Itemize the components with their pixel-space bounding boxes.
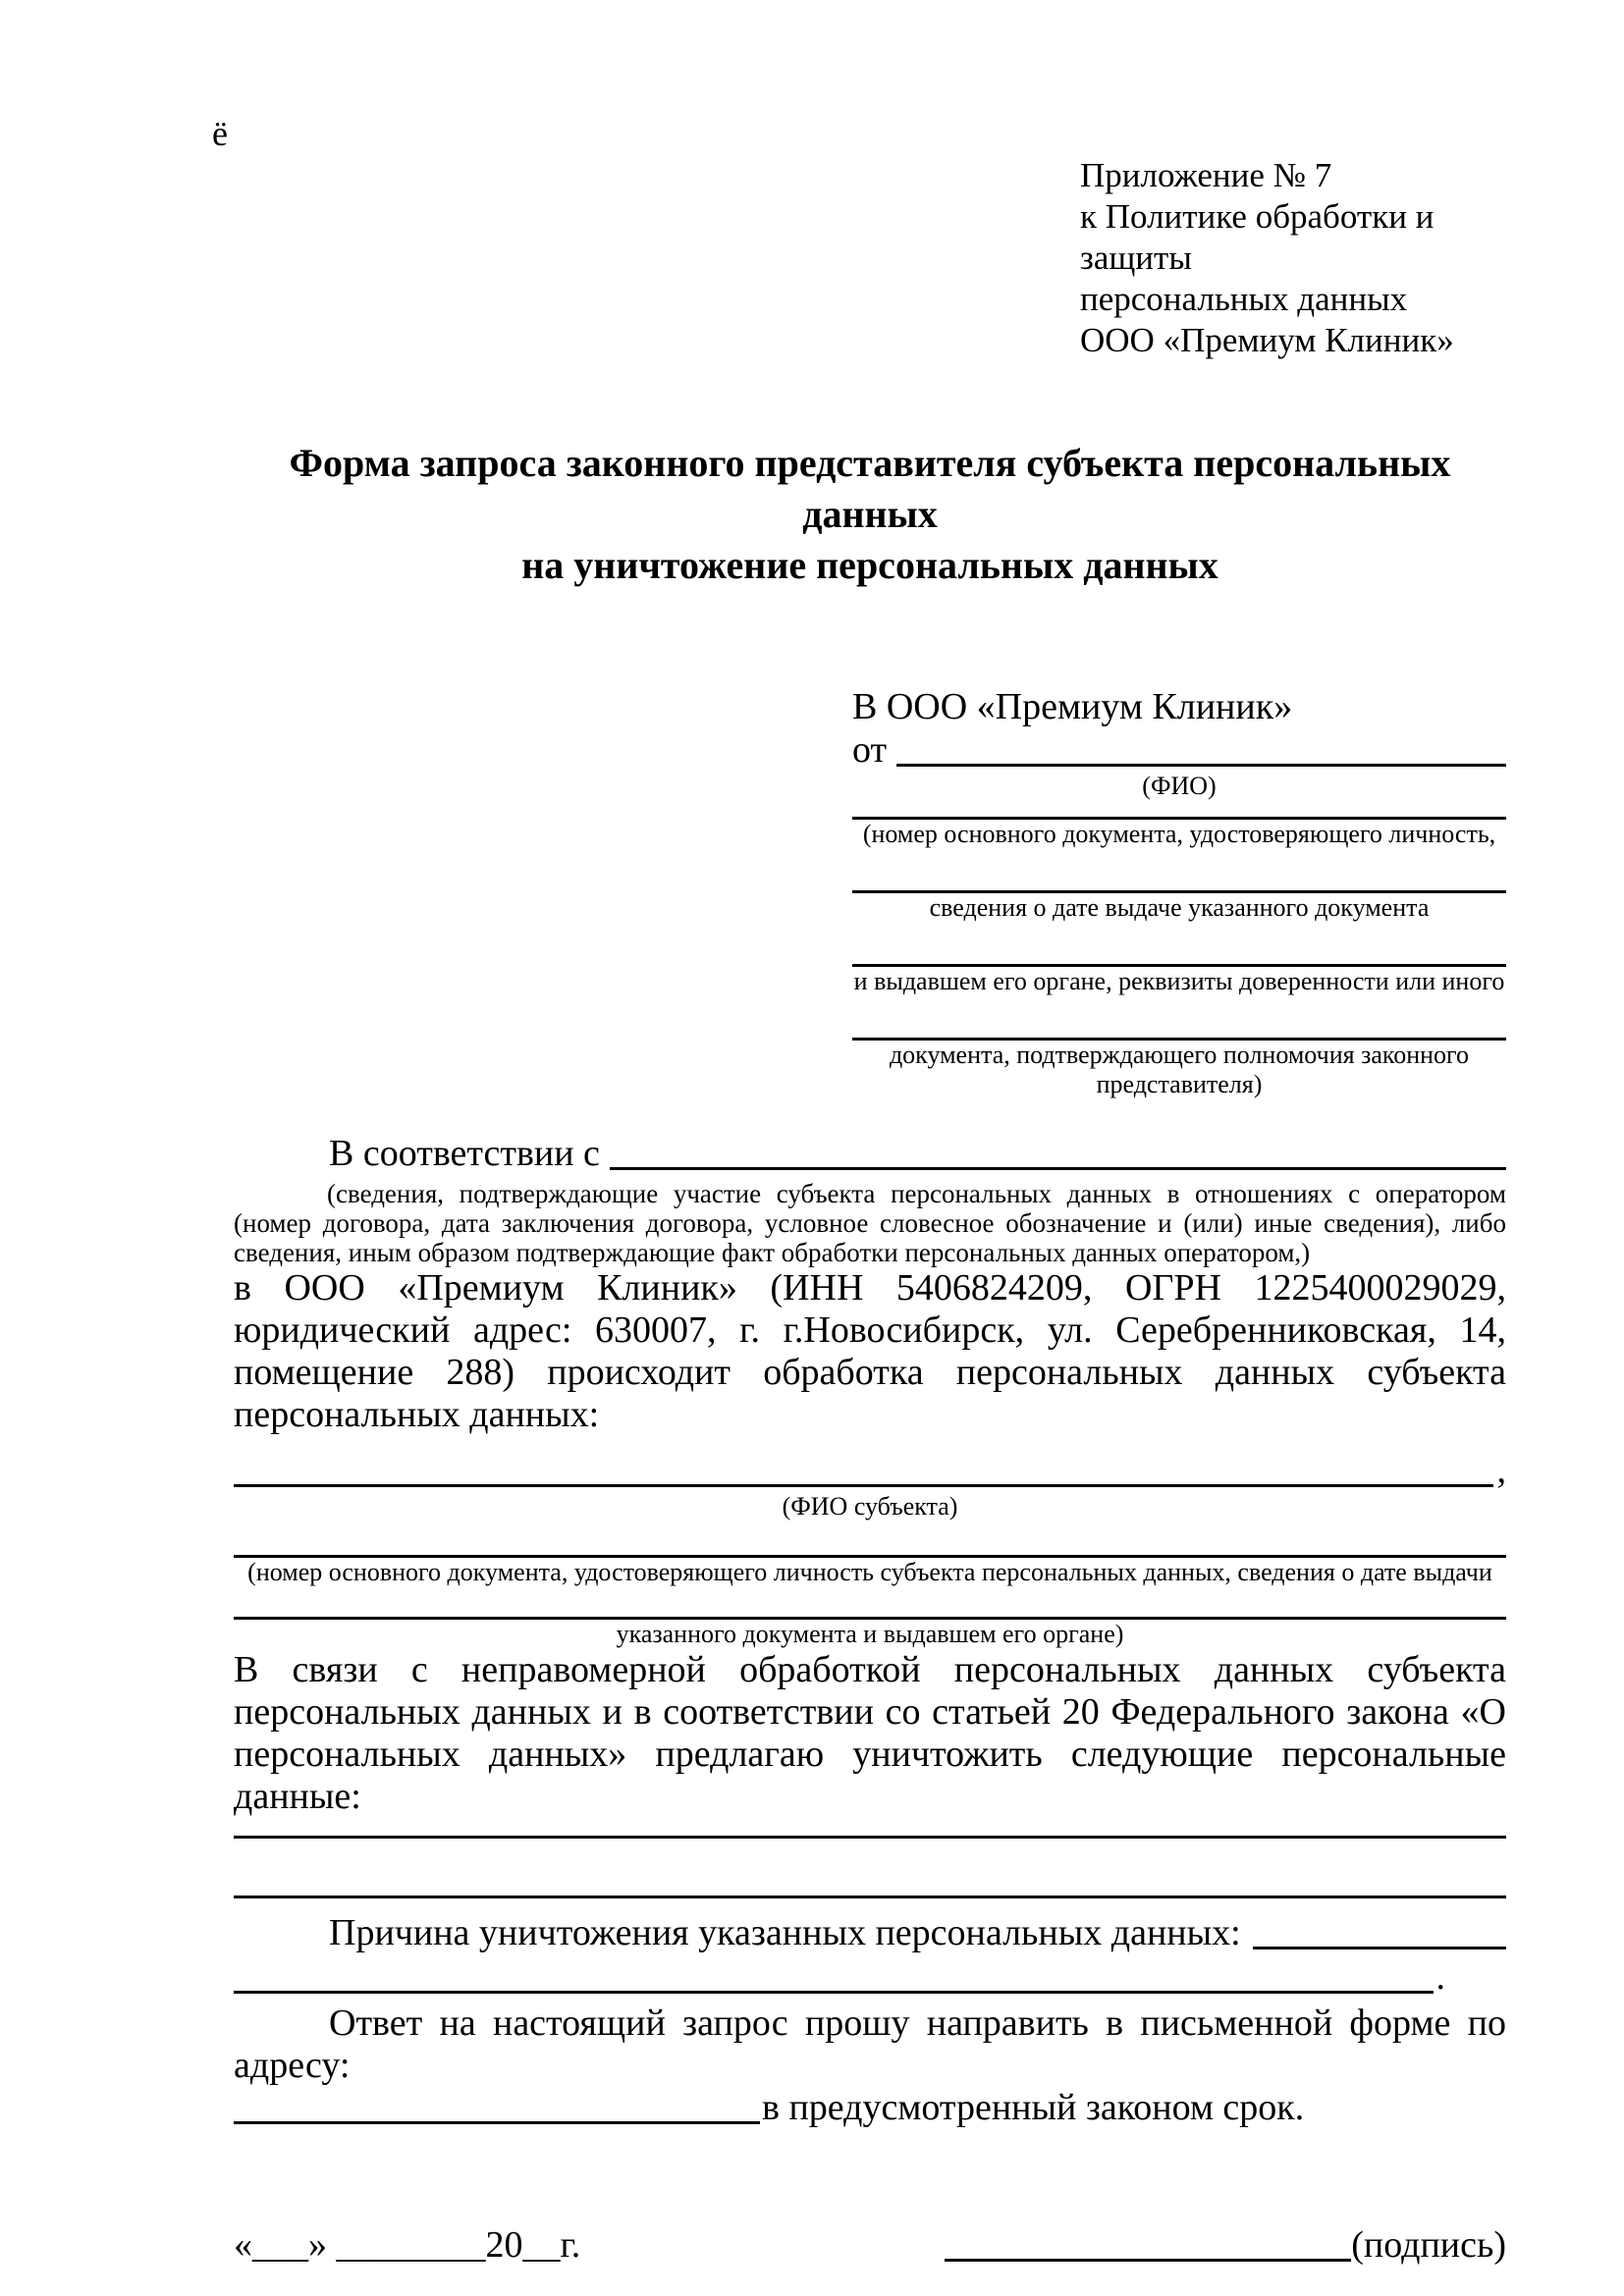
operator-paragraph: в ООО «Премиум Клиник» (ИНН 5406824209, ОГРН 1225400029029, юридический адрес: 630007, г. г.Новосибирск, ул. Серебренниковская, 14, помещение 288) происходит обработка персональных данных субъекта персональных данных: bbox=[234, 1267, 1506, 1435]
signature-blank-line bbox=[945, 2259, 1351, 2262]
fio-blank-line bbox=[896, 764, 1506, 767]
addressee-from-row bbox=[852, 728, 1506, 772]
document-title-line: Форма запроса законного представителя субъекта персональных данных bbox=[289, 441, 1451, 536]
appendix-header-line: к Политике обработки и защиты bbox=[1080, 197, 1435, 277]
accordance-footnote: (сведения, подтверждающие участие субъекта персональных данных в отношениях с оператором (номер договора, дата заключения договора, условное словесное обозначение и (или) иные сведения), либо сведения, иным образом подтверждающие факт обработки персональных данных оператором,) bbox=[234, 1179, 1506, 1267]
appendix-header bbox=[1080, 0, 1506, 361]
accordance-label: В соответствии с bbox=[329, 1133, 600, 1174]
destroy-paragraph: В связи с неправомерной обработкой персональных данных субъекта персональных данных и в соответствии со статьей 20 Федерального закона «О персональных данных» предлагаю уничтожить следующие персональные данные: bbox=[234, 1649, 1506, 1817]
reason-row bbox=[234, 1912, 1506, 1954]
reply-sentence: Ответ на настоящий запрос прошу направить в письменной форме по адресу: bbox=[234, 2002, 1506, 2086]
appendix-header-line: персональных данных bbox=[1080, 280, 1408, 318]
subject-fio-caption: (ФИО субъекта) bbox=[782, 1492, 958, 1521]
reason-blank-line-2 bbox=[234, 1991, 1434, 1994]
document-title bbox=[234, 438, 1506, 591]
reason-continuation-row bbox=[234, 1956, 1506, 1999]
accordance-blank-line bbox=[610, 1167, 1506, 1170]
subject-fio-blank-line bbox=[234, 1484, 1493, 1487]
document-body bbox=[234, 1133, 1506, 2267]
addressee-block bbox=[852, 685, 1506, 1099]
subject-doc-caption-top: (номер основного документа, удостоверяющего личность субъекта персональных данных, сведения о дате выдачи bbox=[247, 1558, 1492, 1586]
reply-address-blank-line bbox=[234, 2121, 760, 2124]
reply-tail-text: в предусмотренный законом срок. bbox=[762, 2087, 1305, 2128]
field-caption: документа, подтверждающего полномочия законного представителя) bbox=[889, 1041, 1470, 1098]
data-list-blank-line bbox=[234, 1896, 1506, 1898]
signature-caption: (подпись) bbox=[1351, 2224, 1506, 2266]
reply-address-row bbox=[234, 2087, 1506, 2129]
signature-block bbox=[234, 2223, 1506, 2267]
appendix-header-line: ООО «Премиум Клиник» bbox=[1080, 321, 1454, 359]
field-caption: и выдавшем его органе, реквизиты доверенности или иного bbox=[853, 967, 1505, 995]
reason-label: Причина уничтожения указанных персональных данных: bbox=[329, 1912, 1241, 1953]
document-title-line: на уничтожение персональных данных bbox=[521, 543, 1218, 587]
subject-fio-comma: , bbox=[1496, 1450, 1506, 1491]
reason-blank-line bbox=[1253, 1947, 1506, 1949]
data-list-blank-line bbox=[234, 1836, 1506, 1839]
fio-caption: (ФИО) bbox=[1142, 772, 1217, 800]
date-blank-text: «___» ________20__г. bbox=[234, 2224, 581, 2266]
stray-character: ё bbox=[212, 114, 228, 153]
field-caption: сведения о дате выдаче указанного документа bbox=[929, 893, 1430, 922]
field-caption: (номер основного документа, удостоверяющего личность, bbox=[862, 820, 1496, 848]
signature-group bbox=[945, 2223, 1506, 2267]
appendix-header-line: Приложение № 7 bbox=[1080, 156, 1332, 194]
accordance-row bbox=[234, 1133, 1506, 1175]
reason-period: . bbox=[1435, 1956, 1445, 1998]
subject-fio-row bbox=[234, 1450, 1506, 1492]
addressee-to: В ООО «Премиум Клиник» bbox=[852, 686, 1293, 727]
subject-doc-caption-bottom: указанного документа и выдавшем его органе) bbox=[616, 1620, 1124, 1648]
from-label: от bbox=[852, 729, 888, 771]
